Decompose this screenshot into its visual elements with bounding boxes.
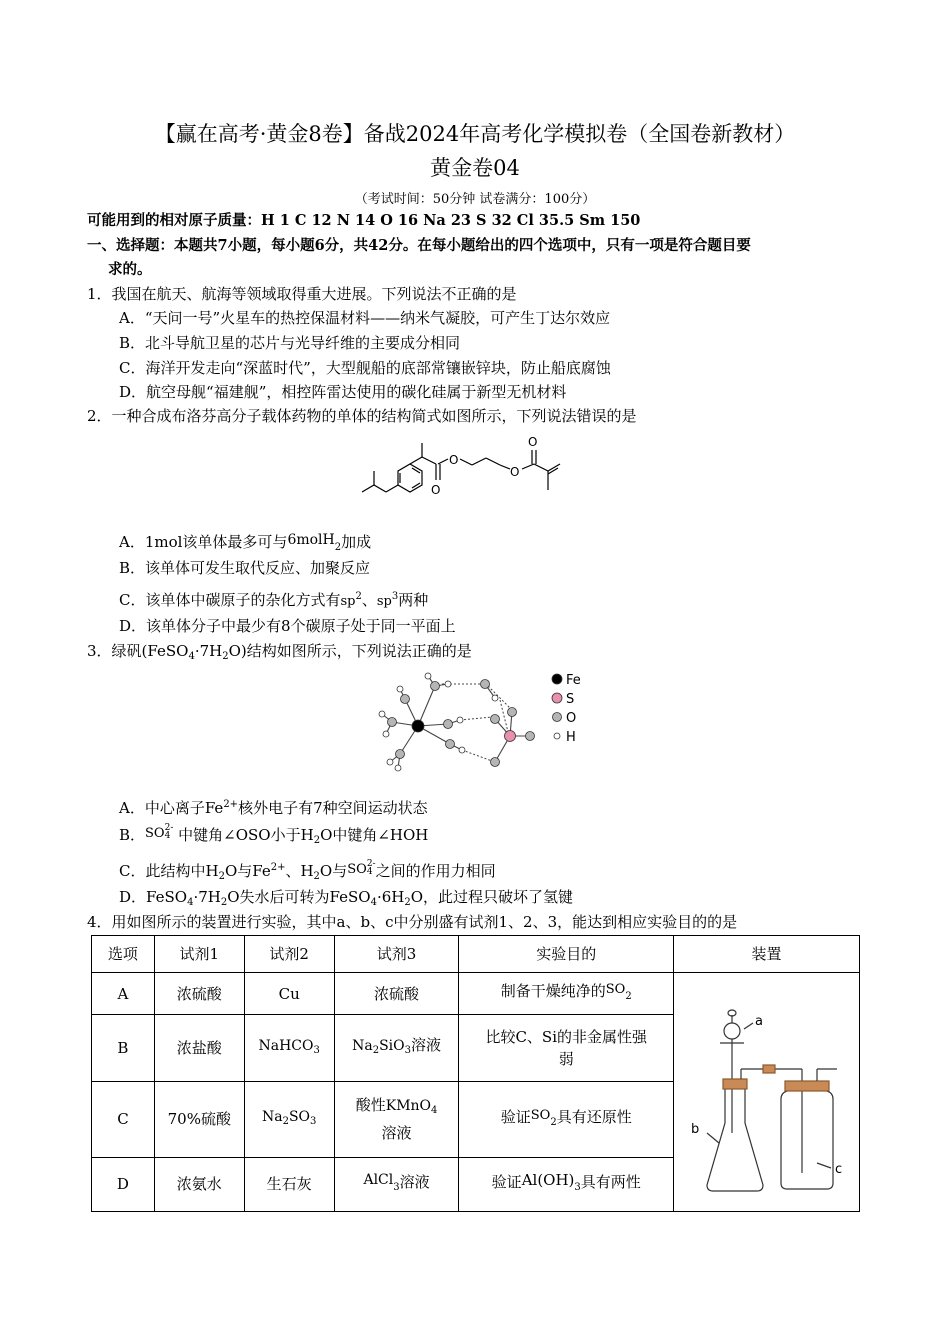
q2-stem: 2．一种合成布洛芬高分子载体药物的单体的结构简式如图所示，下列说法错误的是 <box>87 407 637 425</box>
o-atom <box>508 708 517 717</box>
q2-option-b: B．该单体可发生取代反应、加聚反应 <box>119 559 371 577</box>
q3-structure-diagram <box>360 664 600 786</box>
apparatus-label-c: c <box>834 1162 842 1177</box>
o-atom <box>444 720 453 729</box>
q3-stem: 3．绿矾$(FeSO_4\cdot 7H_2O)$结构如图所示，下列说法正确的是 <box>87 642 472 662</box>
reagent-2: $Na_2SO_3$ <box>244 1081 334 1157</box>
ester-carbonyl-o-label: O <box>431 483 441 497</box>
reagent-1: 70%硫酸 <box>154 1081 244 1157</box>
experiment-goal: 制备干燥纯净的$SO_2$ <box>459 973 674 1015</box>
q2-option-d: D．该单体分子中最少有8个碳原子处于同一平面上 <box>119 617 456 635</box>
reagent-2: 生石灰 <box>244 1157 334 1211</box>
h-atom <box>492 695 498 701</box>
reagent-3: 浓硫酸 <box>334 973 459 1015</box>
legend-o-marker <box>553 713 562 722</box>
reagent-3: $Na_2SiO_3$溶液 <box>334 1015 459 1082</box>
o-atom <box>446 740 455 749</box>
o-atom <box>481 680 490 689</box>
s-atom <box>505 731 516 742</box>
reagent-2: Cu <box>244 973 334 1015</box>
apparatus-label-b: b <box>690 1122 699 1137</box>
q1-option-b: B．北斗导航卫星的芯片与光导纤维的主要成分相同 <box>119 334 461 352</box>
ester-o-label-1: O <box>449 453 459 467</box>
methacrylate-carbonyl-o-label: O <box>528 435 538 449</box>
o-atom <box>526 732 535 741</box>
table-header: 试剂2 <box>244 936 334 973</box>
q2-option-c: C．该单体中碳原子的杂化方式有$sp^2$、$sp^3$两种 <box>119 591 429 609</box>
q1-option-d: D．航空母舰“福建舰”，相控阵雷达使用的碳化硅属于新型无机材料 <box>119 383 567 401</box>
table-header: 选项 <box>92 936 155 973</box>
o-atom <box>491 758 500 767</box>
reagent-2: NaHCO$_3$ <box>244 1015 334 1082</box>
h-atom <box>387 759 393 765</box>
o-atom <box>388 718 397 727</box>
o-atom <box>491 715 500 724</box>
apparatus-cell <box>674 973 860 1212</box>
row-option: B <box>92 1015 155 1082</box>
h-atom <box>383 731 389 737</box>
experiment-goal: 验证$SO_2$具有还原性 <box>459 1081 674 1157</box>
table-row <box>92 973 860 1015</box>
table-header: 实验目的 <box>459 936 674 973</box>
experiment-goal: 比较C、Si的非金属性强 弱 <box>459 1015 674 1082</box>
legend-h-label: H <box>566 730 576 745</box>
h-atom <box>425 673 431 679</box>
table-header: 装置 <box>674 936 860 973</box>
q1-option-c: C．海洋开发走向“深蓝时代”，大型舰船的底部常镶嵌锌块，防止船底腐蚀 <box>119 359 611 377</box>
o-atom <box>396 750 405 759</box>
reagent-1: 浓氨水 <box>154 1157 244 1211</box>
apparatus-diagram <box>677 973 857 1205</box>
apparatus-label-a: a <box>754 1014 763 1029</box>
h-atom <box>459 747 465 753</box>
exam-subtitle: 黄金卷04 <box>430 156 520 180</box>
h-atom <box>445 681 451 687</box>
legend-h-marker <box>554 733 560 739</box>
reagent-1: 浓硫酸 <box>154 973 244 1015</box>
reagent-3: 酸性KMnO$_4$ 溶液 <box>334 1081 459 1157</box>
reagent-3: AlCl$_3$溶液 <box>334 1157 459 1211</box>
exam-info: （考试时间：50分钟 试卷满分：100分） <box>354 192 596 207</box>
h-atom <box>397 686 403 692</box>
reagent-1: 浓盐酸 <box>154 1015 244 1082</box>
q4-table <box>91 935 860 1212</box>
h-atom <box>457 717 463 723</box>
legend-o-label: O <box>566 711 577 726</box>
q3-option-a: A．中心离子$Fe^{2+}$核外电子有7种空间运动状态 <box>119 799 428 817</box>
fe-atom <box>412 720 424 732</box>
legend-fe-label: Fe <box>566 673 581 688</box>
o-atom <box>401 695 410 704</box>
table-header: 试剂3 <box>334 936 459 973</box>
q3-option-c: C．此结构中$H_2O$与$Fe^{2+}$、$H_2O$与SO 2- 4 之间的作用力相同 <box>119 859 496 882</box>
legend-s-marker <box>552 693 562 703</box>
q2-option-a: A．1mol该单体最多可与6molH$_2$加成 <box>119 532 372 553</box>
legend-fe-marker <box>552 674 562 684</box>
q3-option-b: B．SO 2- 4 中键角∠OSO小于$H_2O$中键角∠HOH <box>119 823 429 846</box>
exam-title: 【赢在高考·黄金8卷】备战2024年高考化学模拟卷（全国卷新教材） <box>154 122 796 146</box>
table-header-row <box>92 936 860 973</box>
o-atom <box>431 682 440 691</box>
row-option: D <box>92 1157 155 1211</box>
table-header: 试剂1 <box>154 936 244 973</box>
h-atom <box>395 765 401 771</box>
atomic-masses: 可能用到的相对原子质量：H 1 C 12 N 14 O 16 Na 23 S 32 Cl 35.5 Sm 150 <box>87 212 641 229</box>
h-atom <box>379 711 385 717</box>
experiment-goal: 验证$Al(OH)_3$具有两性 <box>459 1157 674 1211</box>
ester-o-label-2: O <box>510 465 520 479</box>
row-option: C <box>92 1081 155 1157</box>
q1-option-a: A．“天问一号”火星车的热控保温材料——纳米气凝胶，可产生丁达尔效应 <box>119 309 611 327</box>
section-heading-cont: 求的。 <box>108 261 152 278</box>
q2-structure-diagram <box>350 428 610 520</box>
row-option: A <box>92 973 155 1015</box>
q1-stem: 1．我国在航天、航海等领域取得重大进展。下列说法不正确的是 <box>87 285 517 303</box>
section-heading: 一、选择题：本题共7小题，每小题6分，共42分。在每小题给出的四个选项中，只有一项是符合题目要 <box>87 237 751 254</box>
q4-stem: 4．用如图所示的装置进行实验，其中a、b、c中分别盛有试剂1、2、3，能达到相应实验目的的是 <box>87 913 738 931</box>
q3-option-d: D．$FeSO_4\cdot 7H_2O$失水后可转为$FeSO_4\cdot 6H_2O$，此过程只破坏了氢键 <box>119 888 574 908</box>
legend-s-label: S <box>566 692 575 707</box>
